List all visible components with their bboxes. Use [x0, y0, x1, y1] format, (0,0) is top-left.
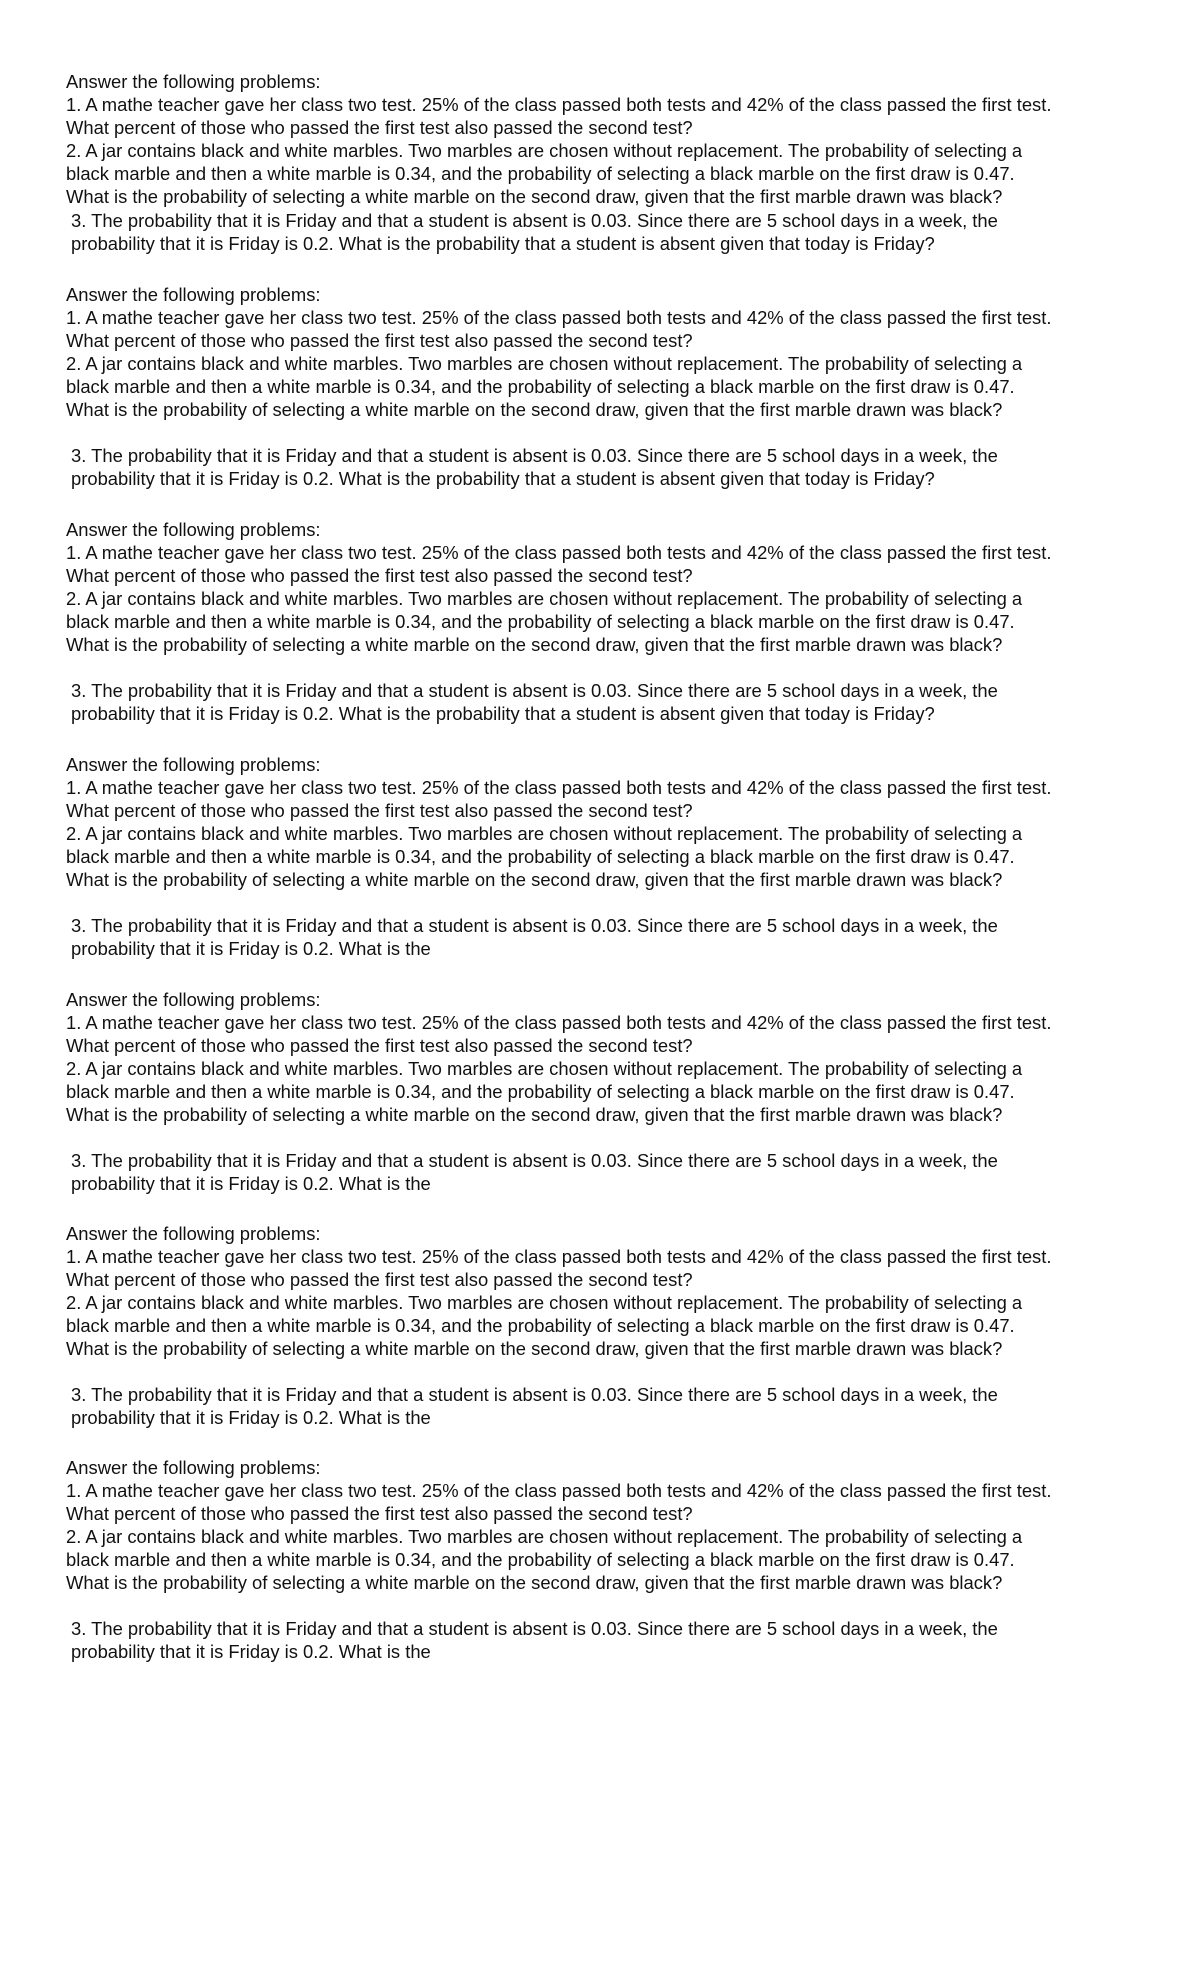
problem-2-line-3: What is the probability of selecting a white marble on the second draw, given that the first marble drawn was black?	[66, 399, 1003, 420]
problem-3-line-1: 3. The probability that it is Friday and that a student is absent is 0.03. Since there are 5 school days in a week, the	[71, 210, 998, 231]
problem-1-line-1: 1. A mathe teacher gave her class two test. 25% of the class passed both tests and 42% of the class passed the first test.	[66, 1012, 1052, 1033]
problem-3	[71, 679, 1161, 725]
problem-set-1	[66, 70, 1166, 254]
problem-1-line-1: 1. A mathe teacher gave her class two test. 25% of the class passed both tests and 42% of the class passed the first test.	[66, 777, 1052, 798]
problem-2-line-3: What is the probability of selecting a white marble on the second draw, given that the first marble drawn was black?	[66, 1572, 1003, 1593]
section-header: Answer the following problems:	[66, 519, 321, 540]
problem-3-line-2: probability that it is Friday is 0.2. What is the probability that a student is absent given that today is Friday?	[71, 233, 935, 254]
problem-1-line-1: 1. A mathe teacher gave her class two test. 25% of the class passed both tests and 42% of the class passed the first test.	[66, 307, 1052, 328]
problem-2-line-2: black marble and then a white marble is 0.34, and the probability of selecting a black marble on the first draw is 0.47.	[66, 846, 1015, 867]
section-header: Answer the following problems:	[66, 1223, 321, 1244]
problem-set-3	[66, 518, 1166, 724]
problem-2-line-3: What is the probability of selecting a white marble on the second draw, given that the first marble drawn was black?	[66, 1338, 1003, 1359]
problem-set-5	[66, 988, 1166, 1194]
problem-2-line-2: black marble and then a white marble is 0.34, and the probability of selecting a black marble on the first draw is 0.47.	[66, 1549, 1015, 1570]
problem-2-line-1: 2. A jar contains black and white marbles. Two marbles are chosen without replacement. The probability of selecting a	[66, 1526, 1023, 1547]
problem-3-line-2: probability that it is Friday is 0.2. What is the	[71, 1407, 431, 1428]
problem-3	[71, 1617, 1161, 1663]
problem-3	[71, 444, 1161, 490]
problem-1-line-2: What percent of those who passed the first test also passed the second test?	[66, 1503, 693, 1524]
section-header: Answer the following problems:	[66, 284, 321, 305]
problem-2-line-1: 2. A jar contains black and white marbles. Two marbles are chosen without replacement. The probability of selecting a	[66, 588, 1023, 609]
problem-2-line-2: black marble and then a white marble is 0.34, and the probability of selecting a black marble on the first draw is 0.47.	[66, 376, 1015, 397]
problem-3	[71, 209, 1161, 255]
problem-2-line-1: 2. A jar contains black and white marbles. Two marbles are chosen without replacement. The probability of selecting a	[66, 353, 1023, 374]
problem-2-line-3: What is the probability of selecting a white marble on the second draw, given that the first marble drawn was black?	[66, 869, 1003, 890]
problem-3	[71, 1149, 1161, 1195]
problem-3-line-1: 3. The probability that it is Friday and that a student is absent is 0.03. Since there are 5 school days in a week, the	[71, 680, 998, 701]
problem-3	[71, 914, 1161, 960]
problem-3-line-2: probability that it is Friday is 0.2. What is the	[71, 938, 431, 959]
problem-3	[71, 1383, 1161, 1429]
problem-1-line-1: 1. A mathe teacher gave her class two test. 25% of the class passed both tests and 42% of the class passed the first test.	[66, 1246, 1052, 1267]
problem-2-line-3: What is the probability of selecting a white marble on the second draw, given that the first marble drawn was black?	[66, 1104, 1003, 1125]
problem-3-line-1: 3. The probability that it is Friday and that a student is absent is 0.03. Since there are 5 school days in a week, the	[71, 1384, 998, 1405]
problem-1-line-2: What percent of those who passed the first test also passed the second test?	[66, 1035, 693, 1056]
problem-1-line-2: What percent of those who passed the first test also passed the second test?	[66, 565, 693, 586]
problem-3-line-1: 3. The probability that it is Friday and that a student is absent is 0.03. Since there are 5 school days in a week, the	[71, 1618, 998, 1639]
section-header: Answer the following problems:	[66, 754, 321, 775]
problem-set-2	[66, 283, 1166, 489]
problem-1-line-2: What percent of those who passed the first test also passed the second test?	[66, 330, 693, 351]
problem-2-line-3: What is the probability of selecting a white marble on the second draw, given that the first marble drawn was black?	[66, 186, 1003, 207]
section-header: Answer the following problems:	[66, 989, 321, 1010]
problem-3-line-2: probability that it is Friday is 0.2. What is the probability that a student is absent given that today is Friday?	[71, 703, 935, 724]
problem-2-line-2: black marble and then a white marble is 0.34, and the probability of selecting a black marble on the first draw is 0.47.	[66, 611, 1015, 632]
problem-set-6	[66, 1222, 1166, 1428]
problem-3-line-2: probability that it is Friday is 0.2. What is the	[71, 1641, 431, 1662]
problem-2-line-1: 2. A jar contains black and white marbles. Two marbles are chosen without replacement. The probability of selecting a	[66, 1058, 1023, 1079]
problem-set-7	[66, 1456, 1166, 1662]
problem-set-4	[66, 753, 1166, 959]
problem-3-line-1: 3. The probability that it is Friday and that a student is absent is 0.03. Since there are 5 school days in a week, the	[71, 915, 998, 936]
problem-2-line-1: 2. A jar contains black and white marbles. Two marbles are chosen without replacement. The probability of selecting a	[66, 140, 1023, 161]
problem-2-line-1: 2. A jar contains black and white marbles. Two marbles are chosen without replacement. The probability of selecting a	[66, 1292, 1023, 1313]
problem-1-line-2: What percent of those who passed the first test also passed the second test?	[66, 800, 693, 821]
problem-3-line-1: 3. The probability that it is Friday and that a student is absent is 0.03. Since there are 5 school days in a week, the	[71, 445, 998, 466]
problem-2-line-2: black marble and then a white marble is 0.34, and the probability of selecting a black marble on the first draw is 0.47.	[66, 1315, 1015, 1336]
problem-2-line-2: black marble and then a white marble is 0.34, and the probability of selecting a black marble on the first draw is 0.47.	[66, 163, 1015, 184]
problem-1-line-2: What percent of those who passed the first test also passed the second test?	[66, 117, 693, 138]
problem-2-line-3: What is the probability of selecting a white marble on the second draw, given that the first marble drawn was black?	[66, 634, 1003, 655]
problem-3-line-1: 3. The probability that it is Friday and that a student is absent is 0.03. Since there are 5 school days in a week, the	[71, 1150, 998, 1171]
problem-1-line-1: 1. A mathe teacher gave her class two test. 25% of the class passed both tests and 42% of the class passed the first test.	[66, 542, 1052, 563]
problem-3-line-2: probability that it is Friday is 0.2. What is the probability that a student is absent given that today is Friday?	[71, 468, 935, 489]
problem-1-line-1: 1. A mathe teacher gave her class two test. 25% of the class passed both tests and 42% of the class passed the first test.	[66, 1480, 1052, 1501]
section-header: Answer the following problems:	[66, 71, 321, 92]
problem-1-line-2: What percent of those who passed the first test also passed the second test?	[66, 1269, 693, 1290]
problem-1-line-1: 1. A mathe teacher gave her class two test. 25% of the class passed both tests and 42% of the class passed the first test.	[66, 94, 1052, 115]
problem-2-line-2: black marble and then a white marble is 0.34, and the probability of selecting a black marble on the first draw is 0.47.	[66, 1081, 1015, 1102]
section-header: Answer the following problems:	[66, 1457, 321, 1478]
problem-2-line-1: 2. A jar contains black and white marbles. Two marbles are chosen without replacement. The probability of selecting a	[66, 823, 1023, 844]
problem-3-line-2: probability that it is Friday is 0.2. What is the	[71, 1173, 431, 1194]
